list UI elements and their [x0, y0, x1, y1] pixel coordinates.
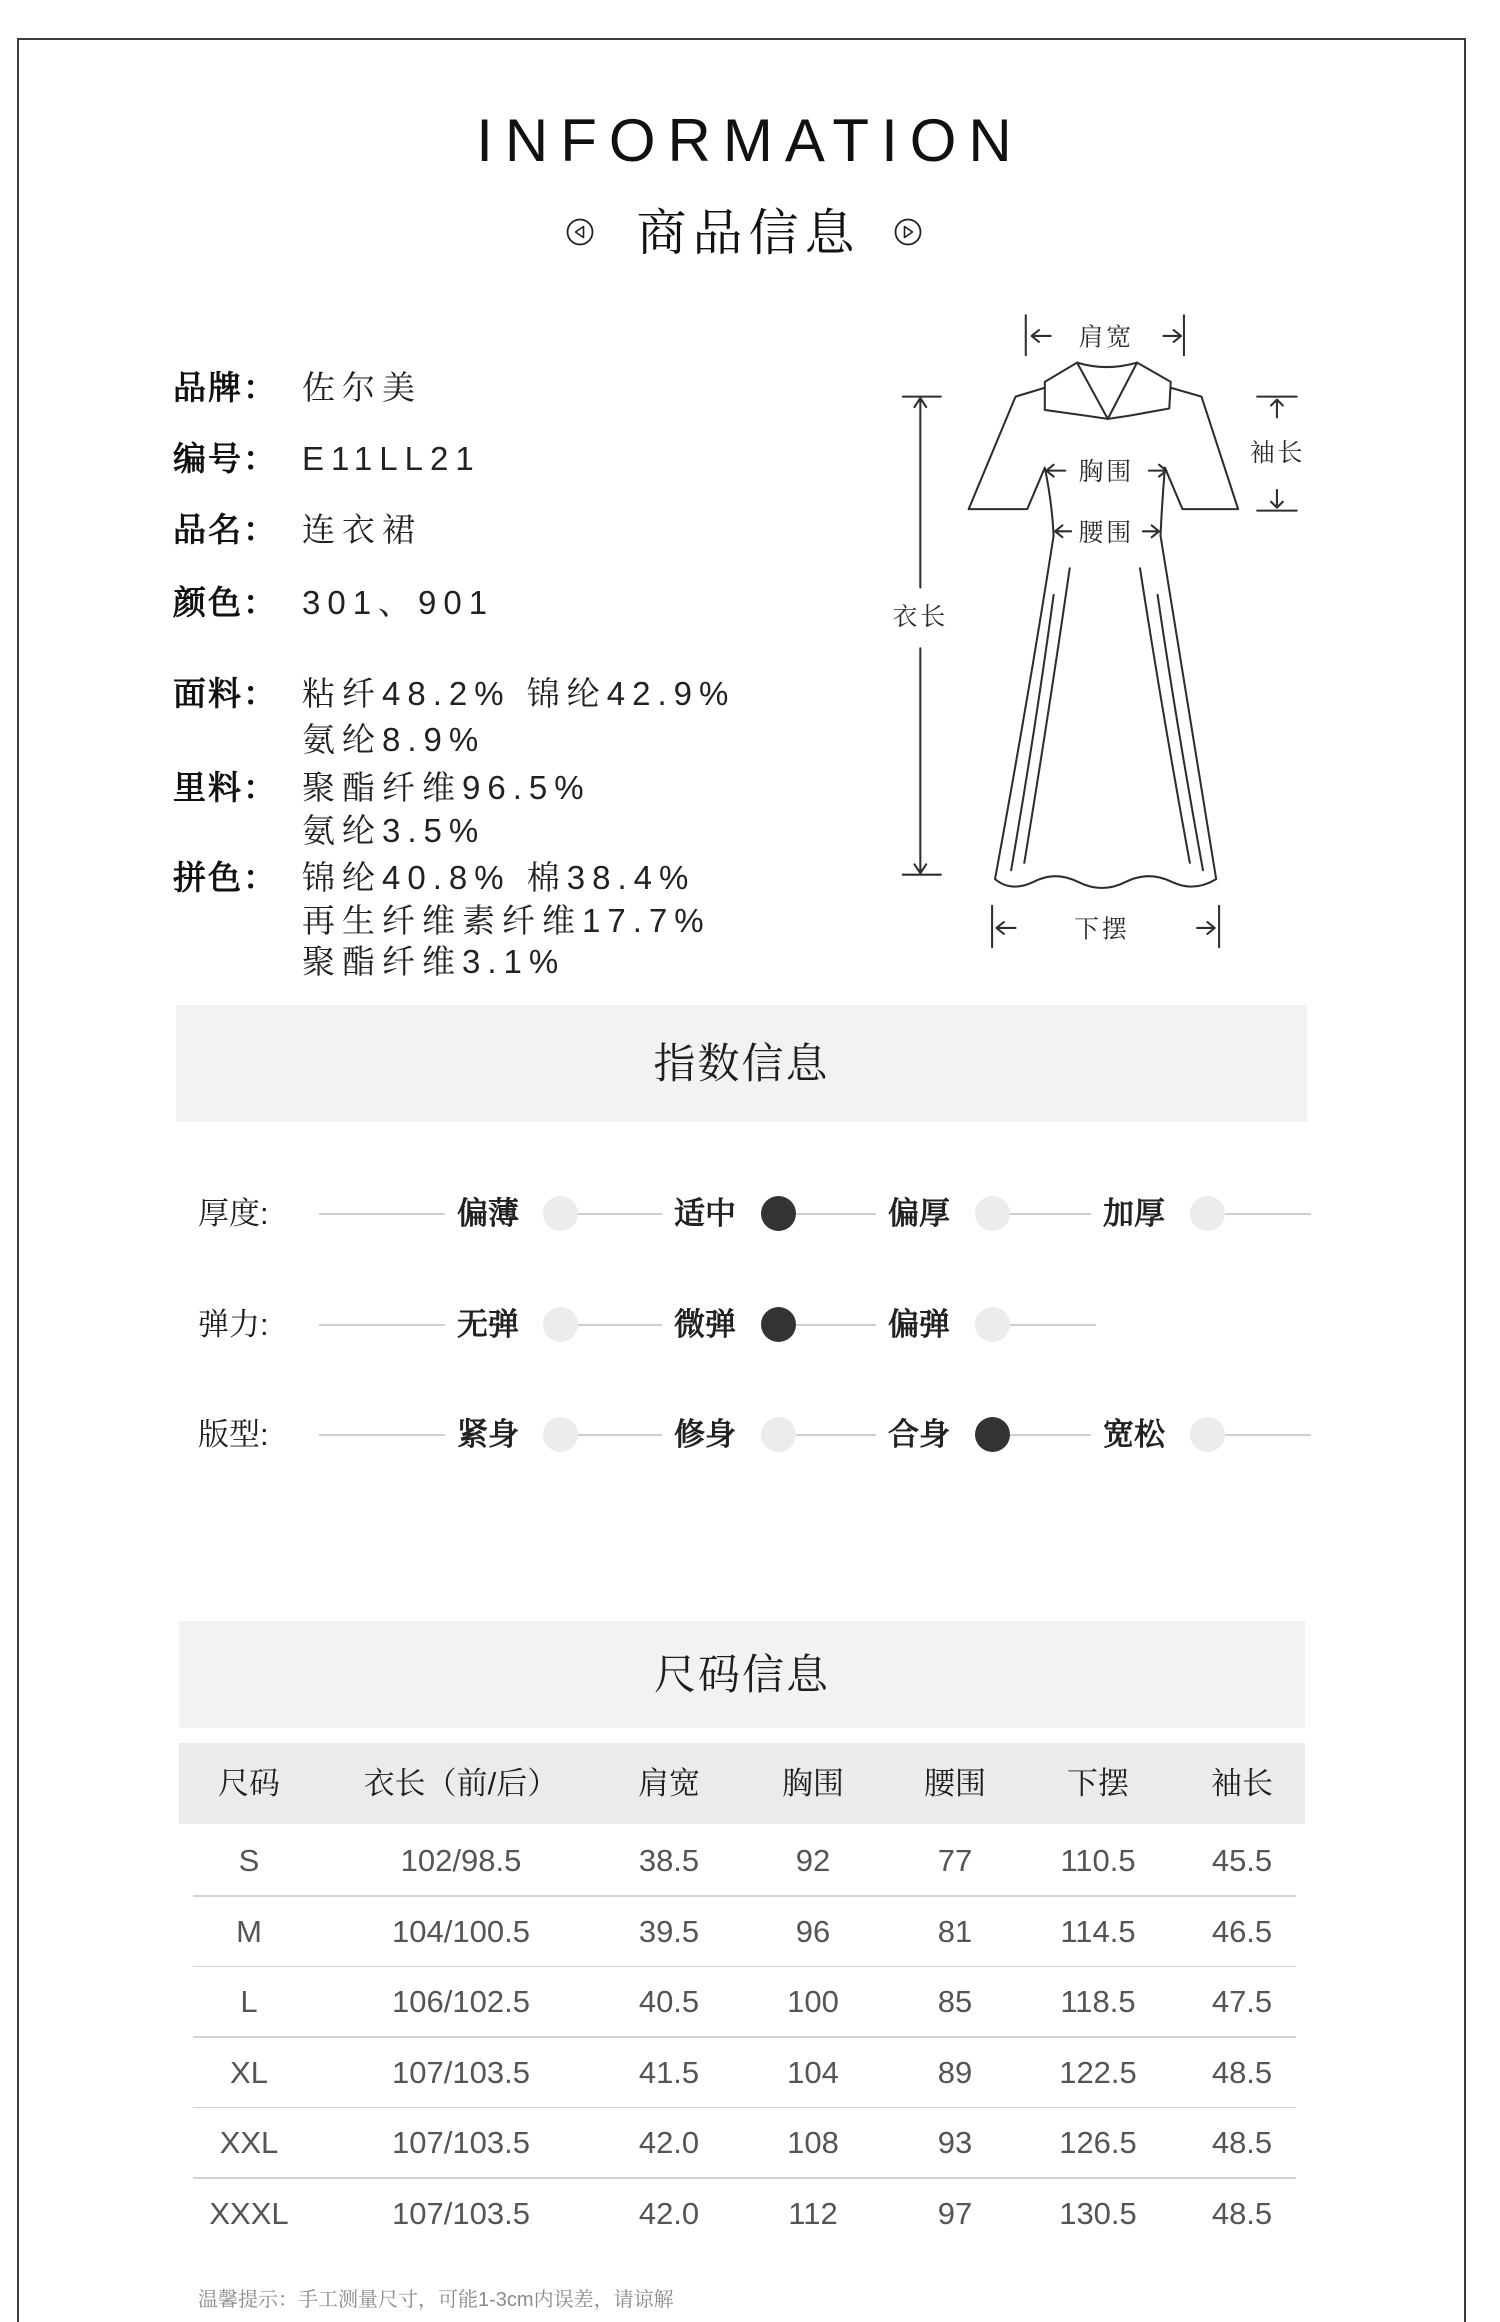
table-cell: 48.5 [1211, 2125, 1273, 2160]
index-row-fit [0, 1415, 1500, 1455]
product-name-label: 品名： [173, 511, 278, 548]
option-label: 偏薄 [445, 1194, 544, 1234]
shoulder-width-marker [1026, 315, 1184, 355]
color-value: 301、901 [302, 584, 495, 621]
item-number-label: 编号： [173, 440, 278, 477]
option-dot [761, 1307, 796, 1342]
option-label: 微弹 [662, 1305, 761, 1345]
table-row [0, 2179, 1500, 2250]
table-cell: 104 [787, 2054, 839, 2090]
product-name-value: 连衣裙 [302, 511, 422, 548]
option-label: 无弹 [445, 1305, 544, 1345]
index-row-elasticity [0, 1305, 1500, 1345]
table-cell: 48.5 [1211, 2195, 1273, 2231]
table-cell: 114.5 [1060, 1913, 1136, 1949]
table-cell: 42.0 [638, 2125, 700, 2160]
table-row [0, 1826, 1500, 1897]
table-cell: 110.5 [1060, 1843, 1136, 1878]
column-header: 尺码 [218, 1766, 280, 1801]
contrast-value-line: 锦纶40.8% 棉38.4% [302, 859, 696, 896]
table-cell: 41.5 [638, 2054, 700, 2090]
index-info-header: 指数信息 [176, 1005, 1307, 1122]
option-dot [543, 1417, 578, 1452]
table-cell: 48.5 [1211, 2054, 1273, 2090]
option-dot [1190, 1417, 1225, 1452]
table-cell: 40.5 [638, 1984, 700, 2019]
table-cell: 81 [937, 1913, 973, 1949]
column-header: 下摆 [1067, 1766, 1129, 1801]
option-dot [975, 1417, 1010, 1452]
table-cell: M [236, 1913, 262, 1949]
table-cell: 100 [787, 1984, 839, 2019]
brand-value: 佐尔美 [302, 369, 422, 406]
option-label: 偏厚 [876, 1194, 975, 1234]
table-row [0, 2108, 1500, 2179]
option-dot [1190, 1196, 1225, 1231]
bust-marker [1046, 458, 1166, 486]
table-cell: 118.5 [1060, 1984, 1136, 2019]
option-dot [975, 1196, 1010, 1231]
table-cell: 38.5 [638, 1843, 700, 1878]
table-cell: 77 [937, 1843, 973, 1878]
table-cell: 92 [795, 1843, 831, 1878]
hem-marker [992, 906, 1219, 947]
table-cell: 97 [937, 2195, 973, 2231]
index-row-label: 厚度: [198, 1196, 269, 1231]
table-cell: 108 [787, 2125, 839, 2160]
waist-marker [1055, 519, 1159, 547]
table-cell: L [240, 1984, 258, 2019]
table-cell: 46.5 [1211, 1913, 1273, 1949]
table-cell: 106/102.5 [392, 1984, 530, 2019]
table-row [0, 1897, 1500, 1968]
brand-label: 品牌： [173, 369, 278, 406]
title-chinese: 商品信息 [636, 205, 861, 261]
contrast-value-line: 再生纤维素纤维17.7% [302, 902, 711, 939]
table-cell: 85 [937, 1984, 973, 2019]
fabric-label: 面料： [173, 675, 278, 712]
table-cell: XL [230, 2054, 268, 2090]
table-cell: 130.5 [1059, 2195, 1137, 2231]
option-label: 合身 [876, 1415, 975, 1455]
table-cell: 42.0 [638, 2195, 700, 2231]
option-dot [761, 1417, 796, 1452]
table-cell: 39.5 [638, 1913, 700, 1949]
column-header: 衣长（前/后） [363, 1766, 559, 1801]
lining-value-line: 氨纶3.5% [302, 812, 486, 849]
hem-label: 下摆 [1074, 915, 1130, 944]
length-marker [893, 397, 949, 875]
option-dot [543, 1307, 578, 1342]
table-cell: 45.5 [1211, 1843, 1273, 1878]
option-label: 修身 [662, 1415, 761, 1455]
fabric-value-line: 粘纤48.2% 锦纶42.9% [302, 675, 736, 712]
table-cell: 104/100.5 [392, 1913, 530, 1949]
fabric-value-line: 氨纶8.9% [302, 721, 486, 758]
lining-value-line: 聚酯纤维96.5% [302, 769, 591, 806]
size-table-header [0, 1743, 1500, 1824]
dress-measurement-diagram [872, 296, 1326, 962]
option-label: 紧身 [445, 1415, 544, 1455]
size-info-header: 尺码信息 [179, 1621, 1305, 1728]
table-cell: 122.5 [1059, 2054, 1137, 2090]
table-cell: 89 [937, 2054, 973, 2090]
table-cell: 47.5 [1211, 1984, 1273, 2019]
table-row [0, 2038, 1500, 2109]
index-row-thickness [0, 1194, 1500, 1234]
waist-label: 腰围 [1078, 518, 1135, 547]
measurement-note: 温馨提示：手工测量尺寸，可能1-3cm内误差，请谅解 [198, 2289, 674, 2311]
option-dot [543, 1196, 578, 1231]
option-dot [975, 1307, 1010, 1342]
sleeve-length-label: 袖长 [1249, 438, 1306, 467]
color-label: 颜色： [173, 584, 278, 621]
table-cell: 107/103.5 [392, 2054, 530, 2090]
table-cell: 112 [788, 2195, 838, 2231]
index-row-label: 版型: [198, 1417, 269, 1452]
lining-label: 里料： [173, 769, 278, 806]
table-cell: 107/103.5 [392, 2125, 530, 2160]
shoulder-width-label: 肩宽 [1078, 323, 1135, 352]
contrast-label: 拼色： [173, 859, 278, 896]
table-cell: XXXL [209, 2195, 289, 2231]
dress-outline [969, 363, 1238, 888]
sleeve-length-marker [1250, 397, 1306, 511]
circle-right-arrow-icon [893, 217, 923, 247]
table-cell: 102/98.5 [400, 1843, 522, 1878]
table-cell: 107/103.5 [392, 2195, 530, 2231]
column-header: 腰围 [924, 1766, 986, 1801]
table-cell: 93 [937, 2125, 973, 2160]
bust-label: 胸围 [1078, 458, 1135, 487]
column-header: 肩宽 [638, 1766, 700, 1801]
contrast-value-line: 聚酯纤维3.1% [302, 943, 566, 980]
table-cell: XXL [219, 2125, 279, 2160]
index-row-label: 弹力: [198, 1307, 269, 1342]
title-english: INFORMATION [476, 107, 1024, 174]
table-cell: 96 [795, 1913, 831, 1949]
table-cell: 126.5 [1059, 2125, 1137, 2160]
column-header: 袖长 [1211, 1766, 1273, 1801]
option-label: 加厚 [1091, 1194, 1190, 1234]
option-dot [761, 1196, 796, 1231]
option-label: 适中 [662, 1194, 761, 1234]
column-header: 胸围 [782, 1766, 844, 1801]
item-number-value: E11LL21 [302, 440, 481, 477]
option-label: 偏弹 [876, 1305, 975, 1345]
length-label: 衣长 [892, 603, 949, 632]
option-label: 宽松 [1091, 1415, 1190, 1455]
table-cell: S [238, 1843, 260, 1878]
table-row [0, 1967, 1500, 2038]
